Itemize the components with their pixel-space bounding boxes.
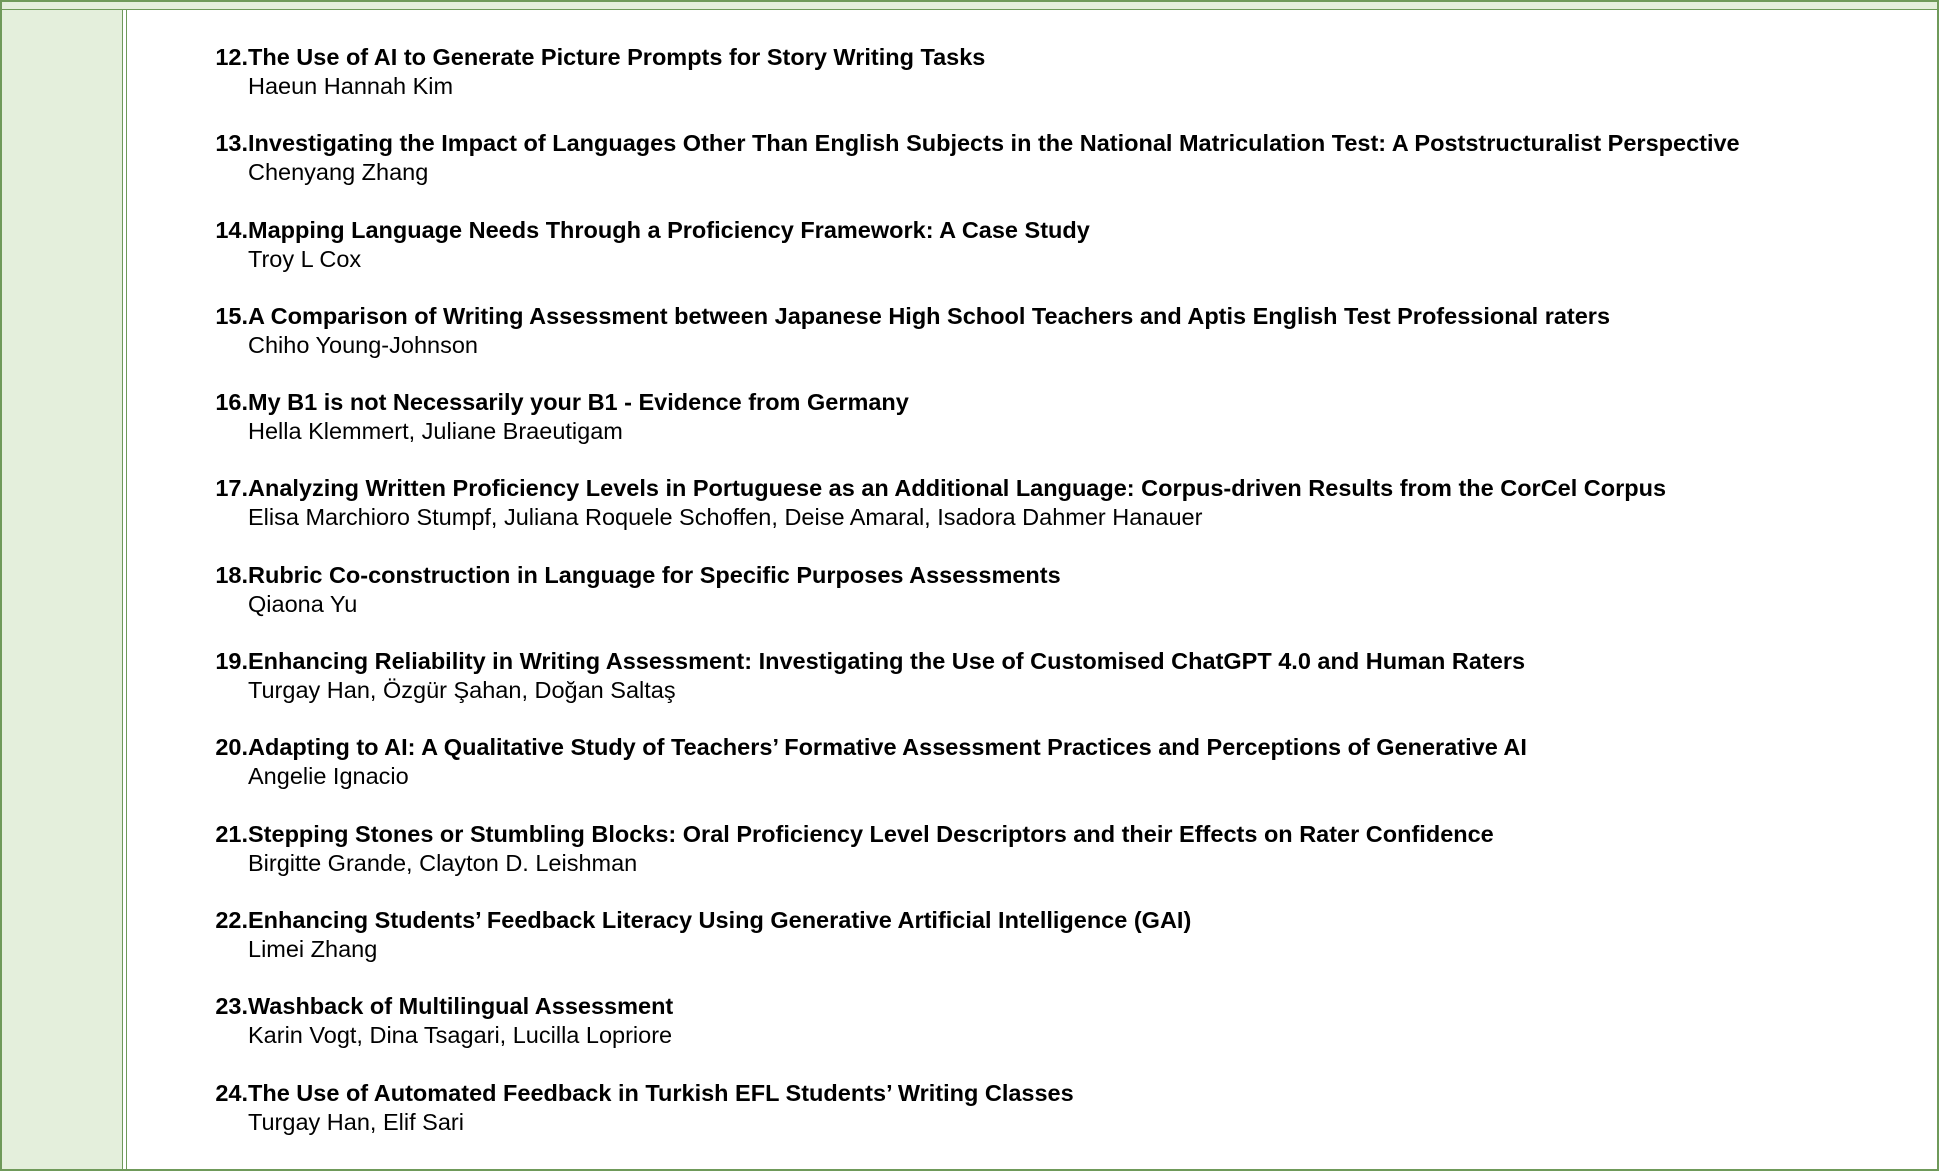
item-authors: Hella Klemmert, Juliane Braeutigam xyxy=(248,418,623,445)
top-border-band xyxy=(2,2,1937,10)
item-title: Enhancing Students’ Feedback Literacy Using Generative Artificial Intelligence (GAI) xyxy=(248,906,1192,933)
item-title: Enhancing Reliability in Writing Assessment: Investigating the Use of Customised ChatGPT 4.0 and Human Raters xyxy=(248,648,1526,675)
item-title: The Use of Automated Feedback in Turkish EFL Students’ Writing Classes xyxy=(248,1079,1074,1106)
item-number: 17. xyxy=(215,475,248,502)
list-item xyxy=(196,388,1897,474)
list-item xyxy=(196,302,1897,388)
item-number: 19. xyxy=(215,648,248,675)
item-body xyxy=(248,561,1061,619)
item-body xyxy=(248,388,909,446)
item-body xyxy=(248,216,1090,274)
item-body xyxy=(248,43,985,101)
list-item xyxy=(196,474,1897,560)
list-item xyxy=(196,906,1897,992)
item-number: 14. xyxy=(215,216,248,243)
left-margin-band xyxy=(2,10,123,1169)
list-item xyxy=(196,43,1897,129)
item-title: Washback of Multilingual Assessment xyxy=(248,993,674,1020)
list-item xyxy=(196,733,1897,819)
item-authors: Turgay Han, Elif Sari xyxy=(248,1108,464,1135)
item-title: My B1 is not Necessarily your B1 - Evidence from Germany xyxy=(248,389,909,416)
item-title: The Use of AI to Generate Picture Prompts for Story Writing Tasks xyxy=(248,44,986,70)
item-number: 22. xyxy=(215,906,248,933)
item-body xyxy=(248,906,1191,964)
list-item xyxy=(196,129,1897,215)
item-title: A Comparison of Writing Assessment between Japanese High School Teachers and Aptis English Test Professional raters xyxy=(248,302,1611,329)
list-item xyxy=(196,216,1897,302)
item-body xyxy=(248,647,1525,705)
item-title: Rubric Co-construction in Language for Specific Purposes Assessments xyxy=(248,561,1061,588)
item-authors: Birgitte Grande, Clayton D. Leishman xyxy=(248,849,638,876)
item-body xyxy=(248,733,1527,791)
item-body xyxy=(248,992,673,1050)
list-item xyxy=(196,561,1897,647)
item-body xyxy=(248,302,1610,360)
item-body xyxy=(248,1079,1074,1137)
item-authors: Troy L Cox xyxy=(248,245,362,272)
item-number: 12. xyxy=(215,44,248,70)
list-item xyxy=(196,647,1897,733)
list-item xyxy=(196,1079,1897,1165)
item-authors: Haeun Hannah Kim xyxy=(248,73,454,99)
item-authors: Limei Zhang xyxy=(248,935,378,962)
item-authors: Angelie Ignacio xyxy=(248,763,409,790)
item-body xyxy=(248,820,1494,878)
item-number: 15. xyxy=(215,302,248,329)
item-authors: Chenyang Zhang xyxy=(248,159,429,186)
presentation-list xyxy=(196,43,1897,1165)
item-title: Adapting to AI: A Qualitative Study of Teachers’ Formative Assessment Practices and Perceptions of Generative AI xyxy=(248,734,1527,761)
item-authors: Qiaona Yu xyxy=(248,590,358,617)
item-authors: Elisa Marchioro Stumpf, Juliana Roquele Schoffen, Deise Amaral, Isadora Dahmer Hanauer xyxy=(248,504,1203,531)
list-item xyxy=(196,820,1897,906)
item-number: 20. xyxy=(215,734,248,761)
item-title: Mapping Language Needs Through a Proficiency Framework: A Case Study xyxy=(248,216,1090,243)
item-number: 16. xyxy=(215,389,248,416)
item-authors: Chiho Young-Johnson xyxy=(248,331,478,358)
item-body xyxy=(248,474,1666,532)
item-number: 23. xyxy=(215,993,248,1020)
item-body xyxy=(248,129,1740,187)
item-title: Analyzing Written Proficiency Levels in Portuguese as an Additional Language: Corpus-driven Results from the CorCel Corpus xyxy=(248,475,1667,502)
item-number: 24. xyxy=(215,1079,248,1106)
item-number: 13. xyxy=(215,130,248,157)
list-item xyxy=(196,992,1897,1078)
item-number: 21. xyxy=(215,820,248,847)
item-number: 18. xyxy=(215,561,248,588)
item-authors: Karin Vogt, Dina Tsagari, Lucilla Lopriore xyxy=(248,1022,673,1049)
item-title: Stepping Stones or Stumbling Blocks: Oral Proficiency Level Descriptors and their Effects on Rater Confidence xyxy=(248,820,1494,847)
item-title: Investigating the Impact of Languages Other Than English Subjects in the National Matriculation Test: A Poststructuralist Perspective xyxy=(248,130,1740,157)
item-authors: Turgay Han, Özgür Şahan, Doğan Saltaş xyxy=(248,677,676,704)
